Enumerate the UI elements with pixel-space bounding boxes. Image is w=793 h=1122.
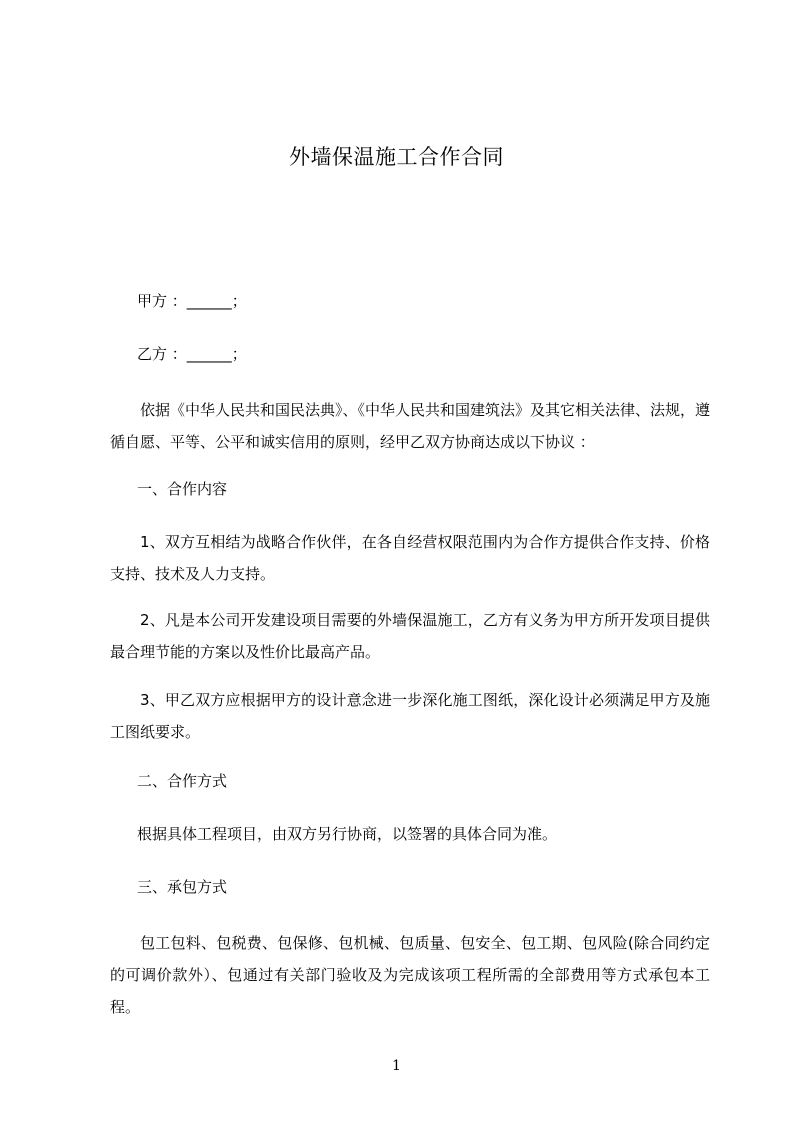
section-1-item-3 xyxy=(110,684,710,748)
section-1-item-1-text: 1、双方互相结为战略合作伙伴，在各自经营权限范围内为合作方提供合作支持、价格支持、技术及人力支持。 xyxy=(110,533,710,583)
section-3-heading: 三、承包方式 xyxy=(137,878,228,896)
section-2-heading: 二、合作方式 xyxy=(137,772,228,790)
section-3-paragraph xyxy=(110,927,710,1023)
section-1-item-2-text: 2、凡是本公司开发建设项目需要的外墙保温施工，乙方有义务为甲方所开发项目提供最合理节能的方案以及性价比最高产品。 xyxy=(110,611,710,661)
document-title: 外墙保温施工合作合同 xyxy=(289,145,504,169)
intro-paragraph xyxy=(110,394,710,458)
section-2-text: 根据具体工程项目，由双方另行协商，以签署的具体合同为准。 xyxy=(137,825,558,843)
section-1-item-2 xyxy=(110,604,710,668)
party-a-line: 甲方 ：______； xyxy=(137,292,247,310)
intro-text: 依据《中华人民共和国民法典》、《中华人民共和国建筑法》及其它相关法律、法规，遵循自愿、平等、公平和诚实信用的原则，经甲乙双方协商达成以下协议 ： xyxy=(110,401,711,451)
section-1-item-3-text: 3、甲乙双方应根据甲方的设计意念进一步深化施工图纸，深化设计必须满足甲方及施工图纸要求。 xyxy=(110,691,710,741)
section-1-heading: 一、合作内容 xyxy=(137,480,228,498)
page-number: 1 xyxy=(392,1058,401,1074)
section-3-text: 包工包料、包税费、包保修、包机械、包质量、包安全、包工期、包风险(除合同约定的可调价款外）、包通过有关部门验收及为完成该项工程所需的全部费用等方式承包本工程。 xyxy=(110,934,710,1016)
party-b-line: 乙方 ：______； xyxy=(137,345,247,363)
section-1-item-1 xyxy=(110,526,710,590)
